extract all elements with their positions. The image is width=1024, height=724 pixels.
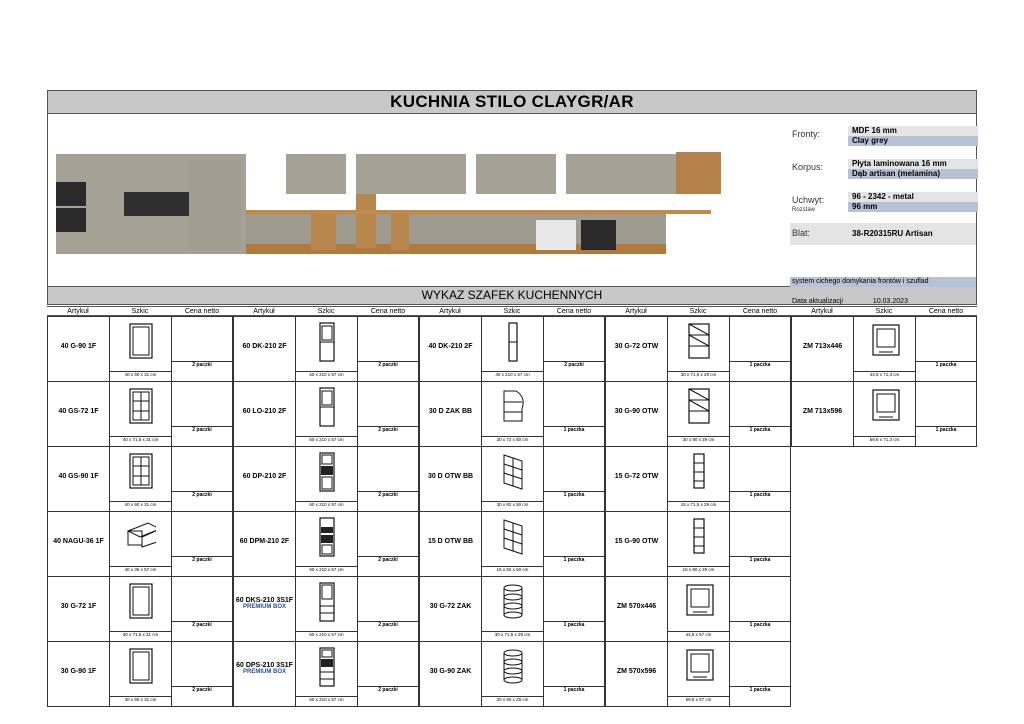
blat-value: 38-R20315RU Artisan	[852, 229, 933, 238]
tall-cabinet-2-door-icon	[312, 387, 342, 427]
article-cell	[419, 641, 482, 707]
price-cell	[543, 576, 605, 642]
uchwyt-value: 96 - 2342 - metal	[848, 192, 978, 202]
dimensions-label: 15 x 90 x 29 cm	[668, 566, 729, 572]
column-header: Cena netto	[729, 306, 791, 316]
article-cell	[47, 511, 110, 577]
kitchen-render-image	[56, 152, 781, 262]
package-count: 2 paczki	[172, 361, 232, 368]
article-cell	[233, 641, 296, 707]
article-cell	[605, 576, 668, 642]
sketch-cell	[295, 316, 358, 382]
page-title: KUCHNIA STILO CLAYGR/AR	[47, 90, 977, 114]
package-count: 1 paczka	[730, 491, 790, 498]
article-code	[48, 538, 109, 545]
dishwasher-front-icon	[684, 582, 714, 622]
article-code-text: 30 G-90 ZAK	[429, 668, 472, 675]
sketch-cell	[109, 511, 172, 577]
article-code	[234, 408, 295, 415]
sketch-cell	[667, 641, 730, 707]
article-cell	[419, 576, 482, 642]
article-code	[606, 538, 667, 545]
dimensions-label: 30 x 82 x 50 cm	[482, 501, 543, 507]
sketch-cell	[481, 511, 544, 577]
article-code-text: ZM 713x596	[802, 408, 843, 415]
article-code-text: 15 G-72 OTW	[614, 473, 659, 480]
package-count: 1 paczka	[544, 491, 604, 498]
article-code	[234, 343, 295, 350]
article-code	[606, 408, 667, 415]
price-cell	[543, 316, 605, 382]
sketch-cell	[667, 381, 730, 447]
article-code-text: ZM 713x446	[802, 343, 843, 350]
price-cell	[543, 641, 605, 707]
article-code	[420, 408, 481, 415]
package-count: 1 paczka	[916, 426, 976, 433]
price-cell	[171, 641, 233, 707]
tall-drawer-cabinet-icon	[312, 582, 342, 622]
price-cell	[729, 446, 791, 512]
article-code-text: 30 G-72 OTW	[614, 343, 659, 350]
section-title: WYKAZ SZAFEK KUCHENNYCH	[47, 286, 977, 305]
price-cell	[171, 576, 233, 642]
sketch-cell	[667, 576, 730, 642]
article-code-text: 30 G-90 1F	[60, 668, 97, 675]
article-code-text: ZM 570x596	[616, 668, 657, 675]
article-cell	[47, 576, 110, 642]
column-header: Szkic	[295, 306, 357, 316]
article-code-text: 15 G-90 OTW	[614, 538, 659, 545]
article-code-text: 40 G-90 1F	[60, 343, 97, 350]
article-cell	[419, 381, 482, 447]
korpus-value-2: Dąb artisan (melamina)	[848, 169, 978, 179]
price-cell	[357, 641, 419, 707]
price-cell	[357, 316, 419, 382]
dimensions-label: 40 x 90 x 31 cm	[110, 501, 171, 507]
package-count: 1 paczka	[916, 361, 976, 368]
article-code	[606, 668, 667, 675]
dimensions-label: 59,6 x 57 cm	[668, 696, 729, 702]
dimensions-label: 30 x 71,5 x 29 cm	[668, 371, 729, 377]
article-cell	[605, 316, 668, 382]
price-cell	[171, 381, 233, 447]
article-code-text: 60 LO-210 2F	[242, 408, 287, 415]
dimensions-label: 15 x 71,5 x 29 cm	[668, 501, 729, 507]
tall-oven-microwave-cabinet-icon	[312, 517, 342, 557]
premium-box-badge: PREMIUM BOX	[242, 604, 286, 610]
column-header: Cena netto	[915, 306, 977, 316]
sketch-cell	[667, 446, 730, 512]
spec-korpus	[790, 157, 976, 190]
article-code	[48, 668, 109, 675]
article-code-text: 40 GS-90 1F	[58, 473, 99, 480]
article-code-text: 30 G-90 OTW	[614, 408, 659, 415]
article-cell	[605, 446, 668, 512]
rozstaw-label: Rozstaw	[792, 207, 816, 213]
narrow-open-shelf-icon	[684, 452, 714, 492]
article-code-text: 60 DK-210 2F	[242, 343, 287, 350]
uchwyt-label: Uchwyt:	[792, 195, 825, 205]
article-cell	[233, 511, 296, 577]
sketch-cell	[295, 446, 358, 512]
sketch-cell	[853, 316, 916, 382]
corner-wall-shelf-icon	[498, 582, 528, 622]
column-header: Szkic	[667, 306, 729, 316]
dimensions-label: 44,6 x 71,3 cm	[854, 371, 915, 377]
package-count: 2 paczki	[358, 426, 418, 433]
article-code	[420, 538, 481, 545]
package-count: 1 paczka	[544, 621, 604, 628]
price-cell	[357, 576, 419, 642]
article-cell	[47, 641, 110, 707]
sketch-cell	[109, 381, 172, 447]
article-code-text: 60 DP-210 2F	[242, 473, 287, 480]
dimensions-label: 40 x 71,5 x 31 cm	[110, 436, 171, 442]
package-count: 1 paczka	[730, 426, 790, 433]
package-count: 1 paczka	[544, 556, 604, 563]
price-cell	[729, 511, 791, 577]
sketch-cell	[109, 446, 172, 512]
article-cell	[47, 446, 110, 512]
dimensions-label: 60 x 210 x 57 cm	[296, 501, 357, 507]
article-code	[48, 603, 109, 610]
article-cell	[233, 576, 296, 642]
open-base-shelf-icon	[498, 452, 528, 492]
article-code-text: 30 G-72 ZAK	[429, 603, 472, 610]
sketch-cell	[481, 446, 544, 512]
package-count: 2 paczki	[172, 621, 232, 628]
package-count: 2 paczki	[544, 361, 604, 368]
article-cell	[233, 446, 296, 512]
price-cell	[915, 316, 977, 382]
dishwasher-front-icon	[684, 647, 714, 687]
column-header: Cena netto	[543, 306, 605, 316]
article-code	[234, 538, 295, 545]
column-header: Artykuł	[47, 306, 109, 316]
dimensions-label: 30 x 90 x 29 cm	[668, 436, 729, 442]
sketch-cell	[481, 576, 544, 642]
article-code	[792, 408, 853, 415]
article-code-text: ZM 570x446	[616, 603, 657, 610]
column-header: Artykuł	[233, 306, 295, 316]
tall-narrow-cabinet-icon	[498, 322, 528, 362]
wall-cabinet-1-door-icon	[126, 582, 156, 622]
wall-cabinet-1-door-icon	[126, 647, 156, 687]
package-count: 1 paczka	[730, 686, 790, 693]
article-code	[792, 343, 853, 350]
article-cell	[47, 316, 110, 382]
dimensions-label: 40 x 210 x 57 cm	[482, 371, 543, 377]
sketch-cell	[295, 576, 358, 642]
article-code-text: 40 DK-210 2F	[428, 343, 473, 350]
package-count: 2 paczki	[358, 556, 418, 563]
price-cell	[357, 511, 419, 577]
rozstaw-value: 96 mm	[848, 202, 978, 212]
price-cell	[915, 381, 977, 447]
price-cell	[357, 446, 419, 512]
article-code	[420, 343, 481, 350]
article-code-text: 15 D OTW BB	[427, 538, 474, 545]
dimensions-label: 30 x 71,5 x 31 cm	[110, 631, 171, 637]
sketch-cell	[667, 511, 730, 577]
dimensions-label: 15 x 82 x 50 cm	[482, 566, 543, 572]
open-wall-shelf-icon	[684, 387, 714, 427]
sketch-cell	[109, 316, 172, 382]
narrow-open-shelf-icon	[684, 517, 714, 557]
package-count: 2 paczki	[358, 686, 418, 693]
package-count: 1 paczka	[730, 621, 790, 628]
article-cell	[791, 316, 854, 382]
price-cell	[543, 381, 605, 447]
price-cell	[729, 641, 791, 707]
dimensions-label: 30 x 72 x 50 cm	[482, 436, 543, 442]
dimensions-label: 60 x 210 x 57 cm	[296, 696, 357, 702]
article-code	[420, 473, 481, 480]
article-cell	[233, 381, 296, 447]
article-code	[420, 668, 481, 675]
price-cell	[171, 446, 233, 512]
package-count: 1 paczka	[730, 556, 790, 563]
article-code	[420, 603, 481, 610]
corner-wall-shelf-icon	[498, 647, 528, 687]
sketch-cell	[295, 381, 358, 447]
hood-cabinet-icon	[126, 517, 156, 557]
column-header: Artykuł	[791, 306, 853, 316]
fronty-label: Fronty:	[792, 129, 821, 139]
package-count: 2 paczki	[358, 491, 418, 498]
article-cell	[47, 381, 110, 447]
dimensions-label: 40 x 36 x 57 cm	[110, 566, 171, 572]
silent-close-note: system cichego domykania frontów i szuflad	[790, 277, 976, 287]
column-header: Artykuł	[419, 306, 481, 316]
wall-cabinet-1-door-icon	[126, 322, 156, 362]
article-code	[48, 473, 109, 480]
article-code	[48, 343, 109, 350]
glass-wall-cabinet-icon	[126, 452, 156, 492]
sketch-cell	[109, 641, 172, 707]
catalog-sheet	[47, 90, 977, 305]
article-cell	[419, 316, 482, 382]
article-cell	[605, 511, 668, 577]
article-code	[234, 662, 295, 675]
article-code-text: 40 NAGU-36 1F	[53, 538, 104, 545]
sketch-cell	[295, 641, 358, 707]
article-code-text: 40 GS-72 1F	[58, 408, 99, 415]
corner-shelf-icon	[498, 387, 528, 427]
price-cell	[729, 316, 791, 382]
package-count: 2 paczki	[172, 426, 232, 433]
dimensions-label: 59,6 x 71,3 cm	[854, 436, 915, 442]
dimensions-label: 60 x 210 x 57 cm	[296, 436, 357, 442]
package-count: 1 paczka	[730, 361, 790, 368]
price-cell	[171, 316, 233, 382]
package-count: 2 paczki	[172, 686, 232, 693]
dimensions-label: 60 x 210 x 57 cm	[296, 631, 357, 637]
tall-oven-cabinet-icon	[312, 452, 342, 492]
sketch-cell	[481, 316, 544, 382]
article-code	[234, 597, 295, 610]
fronty-value-2: Clay grey	[848, 136, 978, 146]
article-cell	[419, 511, 482, 577]
sketch-cell	[109, 576, 172, 642]
price-cell	[543, 511, 605, 577]
article-code	[606, 473, 667, 480]
korpus-value-1: Płyta laminowana 16 mm	[848, 159, 978, 169]
article-code-text: 60 DPS-210 3S1F	[236, 662, 293, 669]
dimensions-label: 30 x 90 x 29 cm	[482, 696, 543, 702]
article-code	[606, 603, 667, 610]
article-cell	[791, 381, 854, 447]
package-count: 2 paczki	[172, 556, 232, 563]
spec-uchwyt	[790, 190, 976, 223]
sketch-cell	[667, 316, 730, 382]
column-header: Szkic	[109, 306, 171, 316]
dishwasher-front-icon	[870, 322, 900, 362]
fronty-value-1: MDF 16 mm	[848, 126, 978, 136]
dimensions-label: 60 x 210 x 57 cm	[296, 371, 357, 377]
sketch-cell	[295, 511, 358, 577]
sketch-cell	[481, 641, 544, 707]
dishwasher-front-icon	[870, 387, 900, 427]
price-cell	[357, 381, 419, 447]
price-cell	[729, 576, 791, 642]
column-header: Cena netto	[171, 306, 233, 316]
premium-box-badge: PREMIUM BOX	[242, 669, 286, 675]
glass-wall-cabinet-icon	[126, 387, 156, 427]
article-code-text: 60 DKS-210 3S1F	[235, 597, 294, 604]
spec-fronty	[790, 124, 976, 157]
price-cell	[729, 381, 791, 447]
package-count: 2 paczki	[172, 491, 232, 498]
update-date-value: 10.03.2023	[872, 298, 908, 305]
tall-oven-drawer-cabinet-icon	[312, 647, 342, 687]
package-count: 2 paczki	[358, 621, 418, 628]
dimensions-label: 60 x 210 x 57 cm	[296, 566, 357, 572]
article-code-text: 30 G-72 1F	[60, 603, 97, 610]
korpus-label: Korpus:	[792, 162, 824, 172]
price-cell	[543, 446, 605, 512]
sketch-cell	[853, 381, 916, 447]
update-date-label: Data aktualizacji	[792, 298, 843, 305]
article-code	[48, 408, 109, 415]
article-code-text: 30 D ZAK BB	[428, 408, 473, 415]
article-code	[606, 343, 667, 350]
article-cell	[605, 381, 668, 447]
article-code-text: 60 DPM-210 2F	[239, 538, 290, 545]
dimensions-label: 40 x 90 x 31 cm	[110, 371, 171, 377]
price-cell	[171, 511, 233, 577]
column-header: Szkic	[853, 306, 915, 316]
spec-panel	[790, 124, 976, 256]
update-date-row	[792, 298, 936, 305]
article-cell	[233, 316, 296, 382]
dimensions-label: 30 x 71,5 x 29 cm	[482, 631, 543, 637]
tall-cabinet-2-door-icon	[312, 322, 342, 362]
package-count: 1 paczka	[544, 686, 604, 693]
article-cell	[419, 446, 482, 512]
open-wall-shelf-icon	[684, 322, 714, 362]
open-base-shelf-icon	[498, 517, 528, 557]
article-code	[234, 473, 295, 480]
article-code-text: 30 D OTW BB	[427, 473, 474, 480]
package-count: 2 paczki	[358, 361, 418, 368]
spec-blat	[790, 223, 976, 256]
package-count: 1 paczka	[544, 426, 604, 433]
article-cell	[605, 641, 668, 707]
dimensions-label: 30 x 90 x 31 cm	[110, 696, 171, 702]
column-header: Szkic	[481, 306, 543, 316]
sketch-cell	[481, 381, 544, 447]
blat-label: Blat:	[792, 228, 811, 238]
column-header: Cena netto	[357, 306, 419, 316]
dimensions-label: 44,8 x 57 cm	[668, 631, 729, 637]
column-header: Artykuł	[605, 306, 667, 316]
